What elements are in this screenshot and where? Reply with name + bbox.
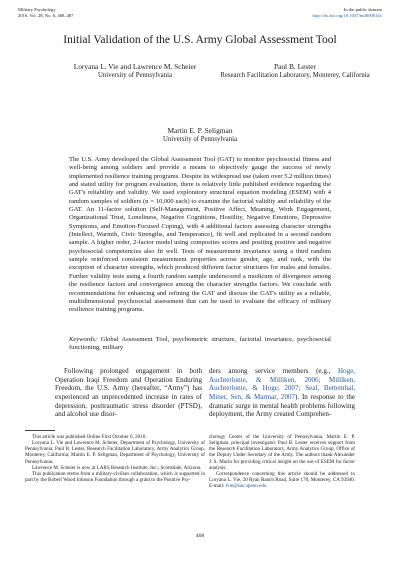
- footnote: chology Center of the University of Pennsylvania, Martin E. P. Seligman, principal investigator. Paul B. Lester receives support from the Research Facilitation Laboratory, Army Analytics Group, Office of the Deputy Under Secretary of the Army. The authors thank Alexander J. S. Morin for providing critical insight on the use of ESEM for factor analysis.: [209, 434, 355, 471]
- keywords-text: Global Assessment Tool, psychometric structure, factorial invariance, psychosocial functioning, military: [69, 336, 331, 352]
- footnotes-right: [209, 434, 355, 489]
- body-text: ). In response to the dramatic surge in mental health problems following deployment, the Army created Comprehen-: [209, 392, 355, 419]
- rights-header: [313, 7, 382, 18]
- footnote-rule: [25, 430, 55, 431]
- page-number: 468: [195, 533, 205, 539]
- author-block-2: [200, 62, 390, 80]
- keywords: [69, 336, 331, 353]
- author-names: Martin E. P. Seligman: [167, 126, 233, 135]
- footnote: [209, 471, 355, 489]
- author-affiliation: Research Facilitation Laboratory, Monterey, California: [220, 72, 370, 79]
- author-affiliation: University of Pennsylvania: [98, 72, 172, 79]
- public-domain-notice: In the public domain: [343, 7, 382, 12]
- journal-citation: 2016, Vol. 28, No. 6, 468–487: [18, 12, 74, 18]
- correspondence-text: Correspondence concerning this article should be addressed to Loryana L. Vie, 20 Ryan Ranch Road, Suite 170, Monterey, CA 93940. E-mail:: [209, 470, 355, 490]
- body-column-left: Following prolonged engagement in both Operation Iraqi Freedom and Operation Enduring Freedom, the U.S. Army (hereafter, “Army”) has experienced an unprecedented increase in rates of depression, posttraumatic stress disorder (PTSD), and alcohol use disor-: [55, 367, 202, 419]
- journal-header: [18, 7, 73, 18]
- citation-links[interactable]: Hoge, Auchterlonie, & Milliken, 2006; Milliken, Auchterlonie, & Hoge, 2007; Seal, Bertenthal, Miner, Sen, & Marmar, 2007: [209, 367, 355, 401]
- author-block-3: [100, 126, 300, 144]
- body-text: ders among service members (e.g.,: [209, 367, 338, 375]
- footnote: Lawrence M. Scheier is now at LARS Research Institute, Inc., Scottsdale, Arizona.: [32, 464, 202, 471]
- footnote: Loryana L. Vie and Lawrence M. Scheier, Department of Psychology, University of Pennsylvania; Paul B. Lester, Research Facilitation Laboratory, Army Analytics Group, Monterey, California; Martin E. P. Seligman, Department of Psychology, University of Pennsylvania.: [25, 440, 205, 465]
- body-column-right: [209, 367, 355, 419]
- footnote: This publication stems from a military-civilian collaboration, which is supported in part by the Robert Wood Johnson Foundation through a grant to the Positive Psy-: [25, 470, 205, 484]
- doi-link[interactable]: http://dx.doi.org/10.1037/mil0000141: [312, 12, 382, 18]
- article-title: Initial Validation of the U.S. Army Global Assessment Tool: [63, 34, 337, 46]
- author-affiliation: University of Pennsylvania: [163, 136, 237, 143]
- author-names: Paul B. Lester: [273, 62, 317, 71]
- keywords-label: Keywords:: [69, 336, 98, 343]
- footnotes-left: [25, 434, 205, 483]
- author-block-1: [70, 62, 200, 80]
- author-names: Loryana L. Vie and Lawrence M. Scheier: [73, 62, 197, 71]
- journal-name: Military Psychology: [18, 7, 56, 12]
- footnote: This article was published Online First October 6, 2016.: [32, 434, 147, 440]
- abstract: The U.S. Army developed the Global Assessment Tool (GAT) to monitor psychosocial fitness and well-being among soldiers and provide a means to objectively gauge the success of newly implemented resilience training programs. Despite its widespread use (taken over 5.2 million times) and stated utility for program evaluation, there is relatively little published evidence regarding the GAT's reliability and validity. We used exploratory structural equation modeling (ESEM) with 4 random samples of soldiers (n = 10,000 each) to examine the factorial validity and reliability of the GAT. An 11-factor solution (Self-Management, Positive Affect, Meaning, Work Engagement, Organizational Trust, Loneliness, Negative Cognitions, Hostility, Negative Emotions, Depressive Symptoms, and Emotion-Focused Coping), with 4 additional factors assessing character strengths (Intellect, Warmth, Civic Strengths, and Temperance), fit well and replicated in a second random sample. A higher order, 2-factor model using composites scores and positing positive and negative psychosocial competencies also fit well. Tests of measurement invariance using a third random sample reinforced consistent measurement properties across gender, age, and rank, with the exception of character strengths, which produced different factor structures for males and females. Further validity tests using a fourth random sample underscored a modicum of divergence among the resilience factors and convergence among the character strengths factors. We conclude with recommendations for enhancing and refining the GAT and discuss the GAT's utility as a reliable, multidimensional psychosocial assessment that can be used to evaluate the efficacy of military resilience training programs.: [69, 156, 331, 314]
- email-link[interactable]: lvie@sas.upenn.edu: [225, 483, 267, 490]
